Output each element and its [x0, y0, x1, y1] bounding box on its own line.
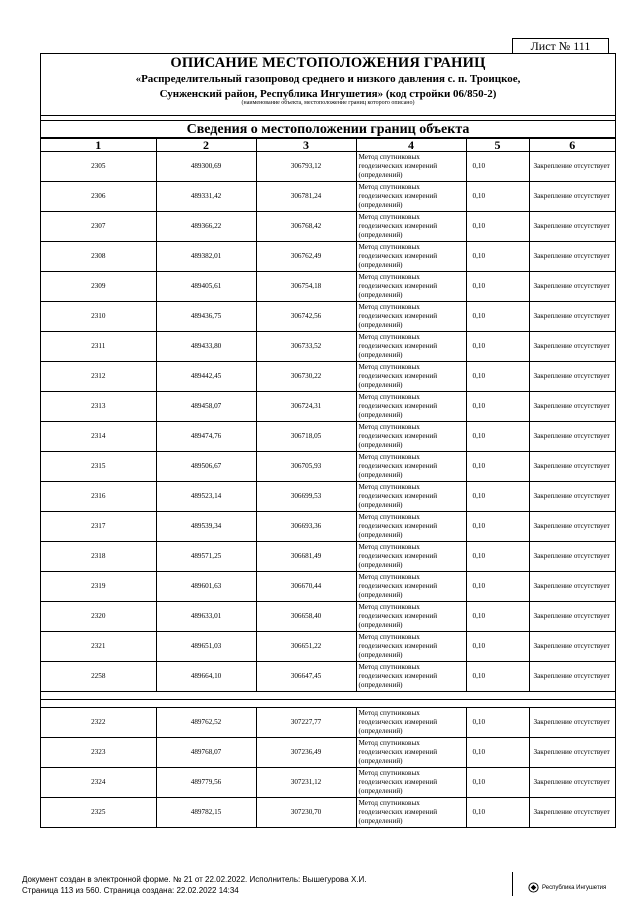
method-cell: Метод спутниковых геодезических измерений (определений): [356, 422, 466, 452]
point-number: 2323: [41, 738, 156, 768]
mark-cell: Закрепление отсутствует: [529, 152, 615, 182]
coordinate-x: 489506,67: [156, 452, 256, 482]
coordinate-y: 306699,53: [256, 482, 356, 512]
section-title: Сведения о местоположении границ объекта: [41, 121, 615, 138]
accuracy-cell: 0,10: [466, 572, 529, 602]
point-number: 2312: [41, 362, 156, 392]
accuracy-cell: 0,10: [466, 482, 529, 512]
table-row: [41, 602, 615, 632]
column-number: 1: [41, 139, 156, 152]
coordinate-x: 489474,76: [156, 422, 256, 452]
accuracy-cell: 0,10: [466, 182, 529, 212]
object-name-caption: (наименование объекта, местоположение границ которого описано): [241, 100, 415, 106]
method-cell: Метод спутниковых геодезических измерений (определений): [356, 362, 466, 392]
table-row: [41, 768, 615, 798]
table-row: [41, 512, 615, 542]
table-row: [41, 572, 615, 602]
table-row: [41, 482, 615, 512]
table-row: [41, 452, 615, 482]
coordinate-y: 306768,42: [256, 212, 356, 242]
column-number: 4: [356, 139, 466, 152]
table-row: [41, 362, 615, 392]
coordinate-x: 489651,03: [156, 632, 256, 662]
table-row: [41, 392, 615, 422]
accuracy-cell: 0,10: [466, 242, 529, 272]
table-row: [41, 272, 615, 302]
coordinate-x: 489366,22: [156, 212, 256, 242]
coordinate-y: 306651,22: [256, 632, 356, 662]
column-number: 6: [529, 139, 615, 152]
coordinate-x: 489782,15: [156, 798, 256, 828]
footer-document-line: Документ создан в электронной форме. № 21 от 22.02.2022. Исполнитель: Вышегурова Х.И.: [22, 875, 367, 884]
method-cell: Метод спутниковых геодезических измерений (определений): [356, 662, 466, 692]
document-title: ОПИСАНИЕ МЕСТОПОЛОЖЕНИЯ ГРАНИЦ: [170, 55, 486, 71]
accuracy-cell: 0,10: [466, 632, 529, 662]
coordinate-y: 306718,05: [256, 422, 356, 452]
coordinates-table: [41, 138, 615, 828]
coordinate-x: 489442,45: [156, 362, 256, 392]
point-number: 2315: [41, 452, 156, 482]
mark-cell: Закрепление отсутствует: [529, 512, 615, 542]
column-number: 2: [156, 139, 256, 152]
accuracy-cell: 0,10: [466, 212, 529, 242]
table-row: [41, 542, 615, 572]
method-cell: Метод спутниковых геодезических измерений (определений): [356, 242, 466, 272]
accuracy-cell: 0,10: [466, 152, 529, 182]
accuracy-cell: 0,10: [466, 602, 529, 632]
table-row: [41, 632, 615, 662]
coordinate-y: 307236,49: [256, 738, 356, 768]
footer-org-name: Республика Ингушетия: [542, 884, 607, 891]
method-cell: Метод спутниковых геодезических измерений (определений): [356, 182, 466, 212]
mark-cell: Закрепление отсутствует: [529, 362, 615, 392]
point-number: 2325: [41, 798, 156, 828]
accuracy-cell: 0,10: [466, 332, 529, 362]
accuracy-cell: 0,10: [466, 512, 529, 542]
method-cell: Метод спутниковых геодезических измерений (определений): [356, 272, 466, 302]
coordinate-x: 489405,61: [156, 272, 256, 302]
coordinate-x: 489300,69: [156, 152, 256, 182]
coordinate-x: 489762,52: [156, 708, 256, 738]
spacer-row: [41, 700, 615, 708]
footer-divider: [512, 872, 513, 896]
mark-cell: Закрепление отсутствует: [529, 422, 615, 452]
table-row: [41, 332, 615, 362]
mark-cell: Закрепление отсутствует: [529, 542, 615, 572]
table-row: [41, 662, 615, 692]
method-cell: Метод спутниковых геодезических измерений (определений): [356, 212, 466, 242]
method-cell: Метод спутниковых геодезических измерений (определений): [356, 602, 466, 632]
mark-cell: Закрепление отсутствует: [529, 632, 615, 662]
point-number: 2319: [41, 572, 156, 602]
mark-cell: Закрепление отсутствует: [529, 768, 615, 798]
coordinate-y: 307231,12: [256, 768, 356, 798]
coordinate-x: 489539,34: [156, 512, 256, 542]
method-cell: Метод спутниковых геодезических измерений (определений): [356, 708, 466, 738]
column-number-row: [41, 139, 615, 152]
spacer-cell: [41, 700, 615, 708]
coordinate-x: 489436,75: [156, 302, 256, 332]
accuracy-cell: 0,10: [466, 272, 529, 302]
point-number: 2317: [41, 512, 156, 542]
mark-cell: Закрепление отсутствует: [529, 452, 615, 482]
accuracy-cell: 0,10: [466, 362, 529, 392]
coordinate-y: 306647,45: [256, 662, 356, 692]
table-row: [41, 242, 615, 272]
document-header: [41, 54, 615, 116]
coordinate-x: 489633,01: [156, 602, 256, 632]
table-body: [41, 152, 615, 828]
point-number: 2324: [41, 768, 156, 798]
method-cell: Метод спутниковых геодезических измерений (определений): [356, 302, 466, 332]
table-row: [41, 798, 615, 828]
point-number: 2316: [41, 482, 156, 512]
point-number: 2318: [41, 542, 156, 572]
coordinate-x: 489331,42: [156, 182, 256, 212]
accuracy-cell: 0,10: [466, 302, 529, 332]
method-cell: Метод спутниковых геодезических измерений (определений): [356, 632, 466, 662]
point-number: 2322: [41, 708, 156, 738]
coordinate-y: 307227,77: [256, 708, 356, 738]
document-frame: [40, 53, 616, 828]
coordinate-x: 489779,56: [156, 768, 256, 798]
accuracy-cell: 0,10: [466, 392, 529, 422]
point-number: 2311: [41, 332, 156, 362]
method-cell: Метод спутниковых геодезических измерений (определений): [356, 152, 466, 182]
table-row: [41, 182, 615, 212]
method-cell: Метод спутниковых геодезических измерений (определений): [356, 452, 466, 482]
coordinate-y: 306705,93: [256, 452, 356, 482]
point-number: 2314: [41, 422, 156, 452]
point-number: 2306: [41, 182, 156, 212]
accuracy-cell: 0,10: [466, 662, 529, 692]
mark-cell: Закрепление отсутствует: [529, 482, 615, 512]
table-row: [41, 302, 615, 332]
footer-info: [22, 874, 366, 896]
table-row: [41, 152, 615, 182]
coordinate-y: 306693,36: [256, 512, 356, 542]
coordinate-y: 306724,31: [256, 392, 356, 422]
accuracy-cell: 0,10: [466, 422, 529, 452]
accuracy-cell: 0,10: [466, 738, 529, 768]
coordinate-y: 307230,70: [256, 798, 356, 828]
mark-cell: Закрепление отсутствует: [529, 662, 615, 692]
object-name-line-1: «Распределительный газопровод среднего и низкого давления с. п. Троицкое,: [135, 73, 521, 85]
mark-cell: Закрепление отсутствует: [529, 708, 615, 738]
point-number: 2309: [41, 272, 156, 302]
accuracy-cell: 0,10: [466, 768, 529, 798]
method-cell: Метод спутниковых геодезических измерений (определений): [356, 482, 466, 512]
table-row: [41, 708, 615, 738]
coordinate-x: 489458,07: [156, 392, 256, 422]
point-number: 2305: [41, 152, 156, 182]
coordinate-y: 306742,56: [256, 302, 356, 332]
point-number: 2310: [41, 302, 156, 332]
mark-cell: Закрепление отсутствует: [529, 302, 615, 332]
method-cell: Метод спутниковых геодезических измерений (определений): [356, 542, 466, 572]
coordinate-x: 489664,10: [156, 662, 256, 692]
coordinate-y: 306670,44: [256, 572, 356, 602]
point-number: 2313: [41, 392, 156, 422]
mark-cell: Закрепление отсутствует: [529, 182, 615, 212]
column-number: 5: [466, 139, 529, 152]
emblem-icon: [528, 882, 539, 893]
table-row: [41, 738, 615, 768]
method-cell: Метод спутниковых геодезических измерений (определений): [356, 392, 466, 422]
coordinate-y: 306658,40: [256, 602, 356, 632]
object-name-line-2: Сунженский район, Республика Ингушетия» (код стройки 06/850-2): [159, 87, 497, 100]
coordinate-y: 306762,49: [256, 242, 356, 272]
mark-cell: Закрепление отсутствует: [529, 272, 615, 302]
coordinate-x: 489523,14: [156, 482, 256, 512]
mark-cell: Закрепление отсутствует: [529, 572, 615, 602]
coordinate-y: 306793,12: [256, 152, 356, 182]
sheet-number: Лист № 111: [512, 38, 609, 53]
coordinate-y: 306754,18: [256, 272, 356, 302]
method-cell: Метод спутниковых геодезических измерений (определений): [356, 798, 466, 828]
accuracy-cell: 0,10: [466, 452, 529, 482]
coordinate-x: 489768,07: [156, 738, 256, 768]
point-number: 2321: [41, 632, 156, 662]
point-number: 2320: [41, 602, 156, 632]
point-number: 2258: [41, 662, 156, 692]
coordinate-y: 306781,24: [256, 182, 356, 212]
footer-organization: [528, 882, 606, 893]
coordinate-x: 489382,01: [156, 242, 256, 272]
mark-cell: Закрепление отсутствует: [529, 392, 615, 422]
mark-cell: Закрепление отсутствует: [529, 798, 615, 828]
method-cell: Метод спутниковых геодезических измерений (определений): [356, 332, 466, 362]
spacer-cell: [41, 692, 615, 700]
coordinate-x: 489601,63: [156, 572, 256, 602]
method-cell: Метод спутниковых геодезических измерений (определений): [356, 768, 466, 798]
column-number: 3: [256, 139, 356, 152]
coordinate-y: 306681,49: [256, 542, 356, 572]
coordinate-x: 489433,80: [156, 332, 256, 362]
mark-cell: Закрепление отсутствует: [529, 602, 615, 632]
mark-cell: Закрепление отсутствует: [529, 738, 615, 768]
accuracy-cell: 0,10: [466, 708, 529, 738]
method-cell: Метод спутниковых геодезических измерений (определений): [356, 738, 466, 768]
mark-cell: Закрепление отсутствует: [529, 332, 615, 362]
footer-page-line: Страница 113 из 560. Страница создана: 22.02.2022 14:34: [22, 886, 239, 895]
spacer-row: [41, 692, 615, 700]
point-number: 2307: [41, 212, 156, 242]
table-row: [41, 422, 615, 452]
coordinate-y: 306733,52: [256, 332, 356, 362]
method-cell: Метод спутниковых геодезических измерений (определений): [356, 512, 466, 542]
table-row: [41, 212, 615, 242]
mark-cell: Закрепление отсутствует: [529, 212, 615, 242]
mark-cell: Закрепление отсутствует: [529, 242, 615, 272]
coordinate-x: 489571,25: [156, 542, 256, 572]
point-number: 2308: [41, 242, 156, 272]
coordinate-y: 306730,22: [256, 362, 356, 392]
method-cell: Метод спутниковых геодезических измерений (определений): [356, 572, 466, 602]
accuracy-cell: 0,10: [466, 542, 529, 572]
accuracy-cell: 0,10: [466, 798, 529, 828]
